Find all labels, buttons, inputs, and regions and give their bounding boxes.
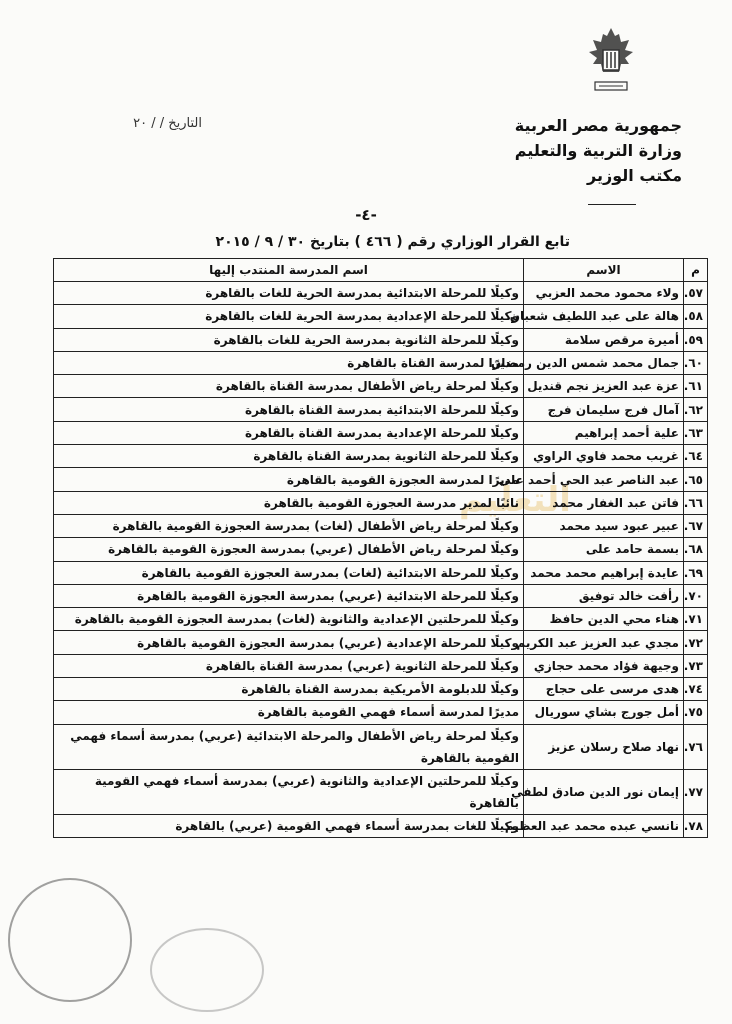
row-name: بسمة حامد على	[524, 538, 684, 561]
row-school: وكيلًا للدبلومة الأمريكية بمدرسة القناة بالقاهرة	[54, 678, 524, 701]
table-row	[54, 468, 708, 491]
row-school: مديرًا لمدرسة أسماء فهمي القومية بالقاهرة	[54, 701, 524, 724]
row-number: ٦٧.	[684, 514, 708, 537]
row-number: ٦٦.	[684, 491, 708, 514]
row-number: ٦٤.	[684, 445, 708, 468]
row-name: جمال محمد شمس الدين رمضان	[524, 351, 684, 374]
row-number: ٦٨.	[684, 538, 708, 561]
page-number: -٤-	[355, 206, 377, 224]
row-school: وكيلًا للغات بمدرسة أسماء فهمي القومية (عربي) بالقاهرة	[54, 814, 524, 837]
country-name: جمهورية مصر العربية	[514, 116, 682, 135]
faded-stamp-icon	[150, 928, 264, 1012]
row-name: هالة على عبد اللطيف شعبان	[524, 305, 684, 328]
decision-title: تابع القرار الوزاري رقم ( ٤٦٦ ) بتاريخ ٣٠ / ٩ / ٢٠١٥	[215, 234, 570, 250]
row-school: وكيلًا للمرحلة الابتدائية (لغات) بمدرسة العجوزة القومية بالقاهرة	[54, 561, 524, 584]
table-row	[54, 305, 708, 328]
office-name: مكتب الوزير	[587, 166, 682, 185]
row-school: وكيلًا للمرحلة الثانوية بمدرسة الحرية للغات بالقاهرة	[54, 328, 524, 351]
header-name: الاسم	[524, 259, 684, 282]
row-name: ولاء محمود محمد العزبي	[524, 282, 684, 305]
row-number: ٥٩.	[684, 328, 708, 351]
row-name: نانسي عبده محمد عبد العظيم	[524, 814, 684, 837]
row-name: غريب محمد فاوي الراوي	[524, 445, 684, 468]
table-row	[54, 538, 708, 561]
table-header-row	[54, 259, 708, 282]
row-number: ٧٠.	[684, 584, 708, 607]
table-row	[54, 631, 708, 654]
row-school: مديرًا لمدرسة العجوزة القومية بالقاهرة	[54, 468, 524, 491]
letterhead	[515, 113, 682, 188]
table-row	[54, 769, 708, 814]
row-number: ٧٧.	[684, 769, 708, 814]
row-number: ٧٨.	[684, 814, 708, 837]
table-row	[54, 654, 708, 677]
row-school: وكيلًا لمرحلة رياض الأطفال بمدرسة القناة بالقاهرة	[54, 375, 524, 398]
row-school: وكيلًا للمرحلتين الإعدادية والثانوية (لغات) بمدرسة العجوزة القومية بالقاهرة	[54, 608, 524, 631]
row-school: مديرًا لمدرسة القناة بالقاهرة	[54, 351, 524, 374]
eagle-emblem-icon	[583, 24, 639, 100]
row-name: رأفت خالد توفيق	[524, 584, 684, 607]
row-number: ٦٥.	[684, 468, 708, 491]
row-number: ٧٢.	[684, 631, 708, 654]
table-row	[54, 701, 708, 724]
row-name: عزة عبد العزيز نجم قنديل	[524, 375, 684, 398]
row-school: وكيلًا لمرحلة رياض الأطفال والمرحلة الابتدائية (عربي) بمدرسة أسماء فهمي القومية بالقاهرة	[54, 724, 524, 769]
row-number: ٦٩.	[684, 561, 708, 584]
date-field: التاريخ / / ٢٠	[133, 116, 202, 131]
row-name: فاتن عبد الغفار محمد	[524, 491, 684, 514]
row-school: وكيلًا للمرحلة الإعدادية بمدرسة القناة بالقاهرة	[54, 421, 524, 444]
table-row	[54, 678, 708, 701]
row-number: ٧٤.	[684, 678, 708, 701]
table-row	[54, 491, 708, 514]
table-row	[54, 561, 708, 584]
table-row	[54, 328, 708, 351]
row-number: ٦٢.	[684, 398, 708, 421]
table-row	[54, 282, 708, 305]
watermark: التعليم	[459, 480, 571, 520]
official-stamp-icon	[8, 878, 132, 1002]
header-school: اسم المدرسة المنتدب إليها	[54, 259, 524, 282]
row-number: ٥٧.	[684, 282, 708, 305]
row-school: وكيلًا للمرحلة الابتدائية بمدرسة الحرية للغات بالقاهرة	[54, 282, 524, 305]
row-school: وكيلًا للمرحلة الابتدائية (عربي) بمدرسة العجوزة القومية بالقاهرة	[54, 584, 524, 607]
row-school: وكيلًا للمرحلة الإعدادية (عربي) بمدرسة العجوزة القومية بالقاهرة	[54, 631, 524, 654]
row-school: وكيلًا لمرحلة رياض الأطفال (عربي) بمدرسة العجوزة القومية بالقاهرة	[54, 538, 524, 561]
row-school: وكيلًا للمرحلة الإعدادية بمدرسة الحرية للغات بالقاهرة	[54, 305, 524, 328]
row-name: عبير عبود سيد محمد	[524, 514, 684, 537]
table-row	[54, 375, 708, 398]
table-row	[54, 445, 708, 468]
row-number: ٦١.	[684, 375, 708, 398]
header-divider	[588, 204, 636, 205]
row-school: وكيلًا للمرحلة الابتدائية بمدرسة القناة بالقاهرة	[54, 398, 524, 421]
assignments-table	[53, 258, 708, 838]
row-number: ٧٦.	[684, 724, 708, 769]
table-row	[54, 514, 708, 537]
table-row	[54, 724, 708, 769]
header-num: م	[684, 259, 708, 282]
row-number: ٥٨.	[684, 305, 708, 328]
row-name: هدى مرسى على حجاج	[524, 678, 684, 701]
row-number: ٧٣.	[684, 654, 708, 677]
table-row	[54, 421, 708, 444]
row-name: أميرة مرقص سلامة	[524, 328, 684, 351]
row-name: أمل جورج بشاي سوريال	[524, 701, 684, 724]
row-name: علية أحمد إبراهيم	[524, 421, 684, 444]
table-row	[54, 398, 708, 421]
row-school: نائبًا لمدير مدرسة العجوزة القومية بالقاهرة	[54, 491, 524, 514]
row-name: إيمان نور الدين صادق لطفي	[524, 769, 684, 814]
row-number: ٦٠.	[684, 351, 708, 374]
row-school: وكيلًا للمرحلتين الإعدادية والثانوية (عربي) بمدرسة أسماء فهمي القومية بالقاهرة	[54, 769, 524, 814]
table-row	[54, 814, 708, 837]
row-name: مجدي عبد العزيز عبد الكريم	[524, 631, 684, 654]
row-name: وجيهة فؤاد محمد حجازي	[524, 654, 684, 677]
row-name: عبد الناصر عبد الحي أحمد على	[524, 468, 684, 491]
row-school: وكيلًا لمرحلة رياض الأطفال (لغات) بمدرسة العجوزة القومية بالقاهرة	[54, 514, 524, 537]
table-body	[54, 282, 708, 838]
row-number: ٦٣.	[684, 421, 708, 444]
row-school: وكيلًا للمرحلة الثانوية بمدرسة القناة بالقاهرة	[54, 445, 524, 468]
row-school: وكيلًا للمرحلة الثانوية (عربي) بمدرسة القناة بالقاهرة	[54, 654, 524, 677]
row-number: ٧١.	[684, 608, 708, 631]
row-name: عايدة إبراهيم محمد محمد	[524, 561, 684, 584]
row-number: ٧٥.	[684, 701, 708, 724]
ministry-name: وزارة التربية والتعليم	[514, 141, 682, 160]
table-row	[54, 584, 708, 607]
row-name: نهاد صلاح رسلان عزيز	[524, 724, 684, 769]
row-name: هناء محي الدين حافظ	[524, 608, 684, 631]
table-row	[54, 608, 708, 631]
row-name: آمال فرج سليمان فرج	[524, 398, 684, 421]
table-row	[54, 351, 708, 374]
